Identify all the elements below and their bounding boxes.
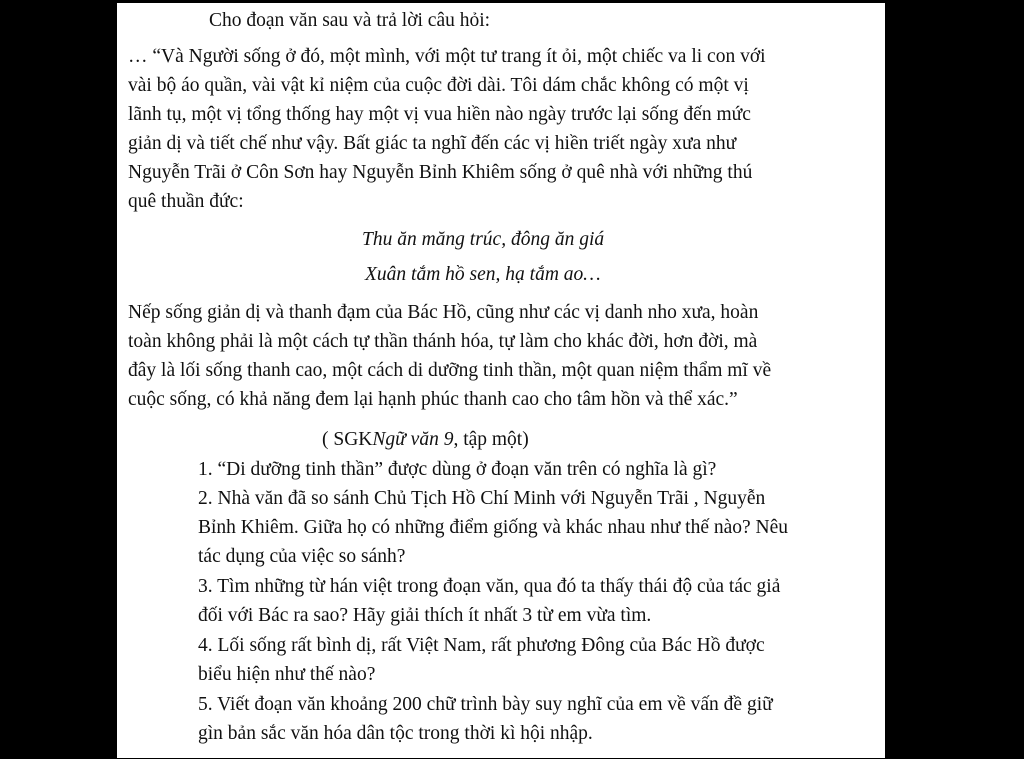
- source-prefix: ( SGK: [322, 429, 373, 450]
- passage-line: Nguyễn Trãi ở Côn Sơn hay Nguyễn Bỉnh Khiêm sống ở quê nhà với những thú: [128, 162, 753, 183]
- passage2-line: Nếp sống giản dị và thanh đạm của Bác Hồ, cũng như các vị danh nho xưa, hoàn: [128, 302, 759, 323]
- question-5: 5. Viết đoạn văn khoảng 200 chữ trình bày suy nghĩ của em về vấn đề giữ: [198, 694, 773, 715]
- question-2-cont: tác dụng của việc so sánh?: [198, 546, 406, 567]
- source-citation: [322, 428, 529, 452]
- question-5-cont: gìn bản sắc văn hóa dân tộc trong thời kì hội nhập.: [198, 723, 593, 744]
- passage2-line: toàn không phải là một cách tự thần thánh hóa, tự làm cho khác đời, hơn đời, mà: [128, 331, 758, 352]
- question-4-cont: biểu hiện như thế nào?: [198, 664, 376, 685]
- question-2-cont: Bỉnh Khiêm. Giữa họ có những điểm giống và khác nhau như thế nào? Nêu: [198, 517, 789, 538]
- passage-line: quê thuần đức:: [128, 191, 244, 212]
- question-1: 1. “Di dưỡng tinh thần” được dùng ở đoạn văn trên có nghĩa là gì?: [198, 459, 717, 480]
- passage-line: vài bộ áo quần, vài vật kỉ niệm của cuộc đời dài. Tôi dám chắc không có một vị: [128, 75, 749, 96]
- passage2-line: cuộc sống, có khả năng đem lại hạnh phúc thanh cao cho tâm hồn và thể xác.”: [128, 389, 738, 410]
- question-3: 3. Tìm những từ hán việt trong đoạn văn, qua đó ta thấy thái độ của tác giả: [198, 576, 781, 597]
- passage-line: giản dị và tiết chế như vậy. Bất giác ta nghĩ đến các vị hiền triết ngày xưa như: [128, 133, 737, 154]
- poem-line: Thu ăn măng trúc, đông ăn giá: [362, 229, 605, 250]
- source-suffix: , tập một): [453, 429, 529, 450]
- poem-line: Xuân tắm hồ sen, hạ tắm ao…: [365, 264, 601, 285]
- page-heading: Cho đoạn văn sau và trả lời câu hỏi:: [209, 10, 491, 31]
- passage-line: … “Và Người sống ở đó, một mình, với một tư trang ít ỏi, một chiếc va li con với: [128, 46, 766, 67]
- passage-line: lãnh tụ, một vị tổng thống hay một vị vua hiền nào ngày trước lại sống đến mức: [128, 104, 751, 125]
- question-2: 2. Nhà văn đã so sánh Chủ Tịch Hồ Chí Minh với Nguyễn Trãi , Nguyễn: [198, 488, 766, 509]
- question-4: 4. Lối sống rất bình dị, rất Việt Nam, rất phương Đông của Bác Hồ được: [198, 635, 765, 656]
- question-3-cont: đối với Bác ra sao? Hãy giải thích ít nhất 3 từ em vừa tìm.: [198, 605, 652, 626]
- source-title: Ngữ văn 9: [372, 429, 454, 450]
- passage2-line: đây là lối sống thanh cao, một cách di dưỡng tinh thần, một quan niệm thẩm mĩ về: [128, 360, 772, 381]
- document-page: [116, 2, 886, 759]
